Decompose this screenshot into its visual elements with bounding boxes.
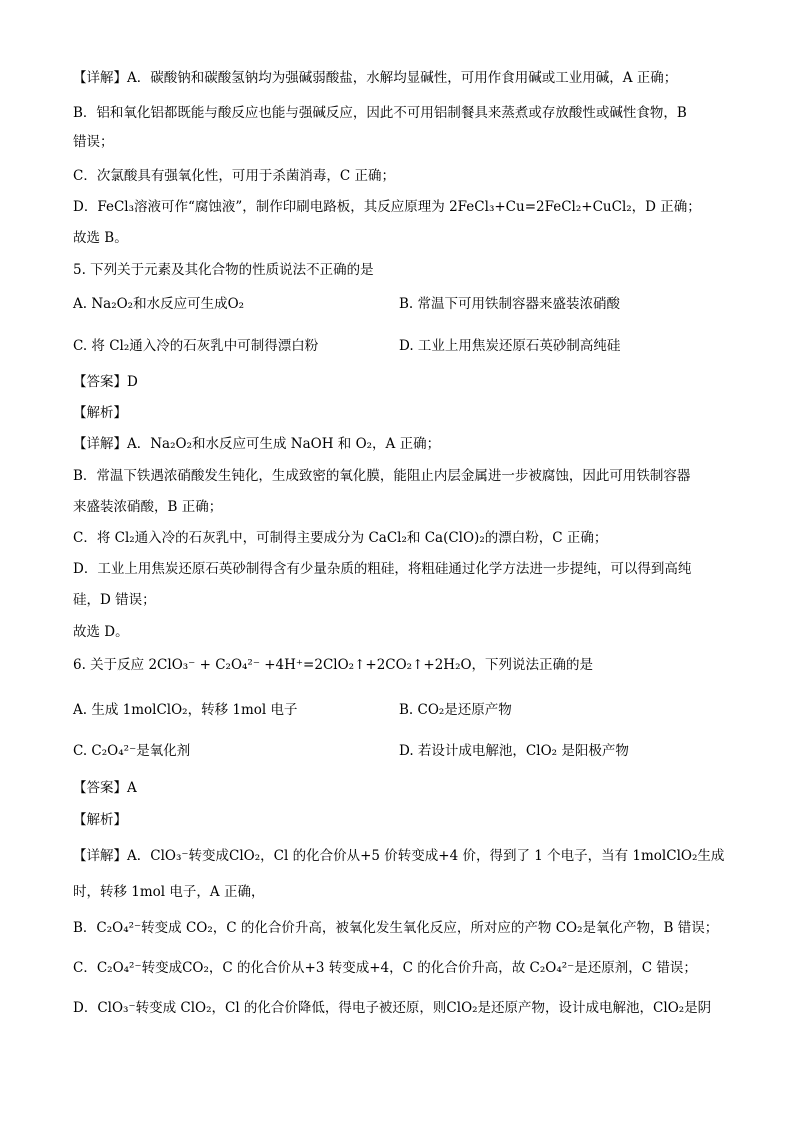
- question-5-option-c: C. 将 Cl₂通入冷的石灰乳中可制得漂白粉: [73, 338, 319, 354]
- detail-line-5b-cont: 来盛装浓硝酸，B 正确；: [73, 499, 223, 515]
- answer-5: 【答案】D: [73, 374, 138, 390]
- question-6-option-a: A. 生成 1molClO₂，转移 1mol 电子: [73, 702, 298, 718]
- detail-line-4a: 【详解】A．碳酸钠和碳酸氢钠均为强碱弱酸盐，水解均显碱性，可用作食用碱或工业用碱，A 正确；: [73, 70, 678, 86]
- detail-line-4c: C．次氯酸具有强氧化性，可用于杀菌消毒，C 正确；: [73, 168, 395, 184]
- detail-line-6d: D．ClO₃⁻转变成 ClO₂，Cl 的化合价降低，得电子被还原，则ClO₂是还原产物，设计成电解池，ClO₂是阴: [73, 1000, 712, 1016]
- detail-line-4b: B．铝和氧化铝都既能与酸反应也能与强碱反应，因此不可用铝制餐具来蒸煮或存放酸性或碱性食物，B: [73, 105, 687, 121]
- detail-line-6a: 【详解】A．ClO₃⁻转变成ClO₂，Cl 的化合价从+5 价转变成+4 价，得到了 1 个电子，当有 1molClO₂生成: [73, 848, 725, 864]
- detail-line-5c: C．将 Cl₂通入冷的石灰乳中，可制得主要成分为 CaCl₂和 Ca(ClO)₂的漂白粉，C 正确；: [73, 530, 608, 546]
- detail-line-6b: B．C₂O₄²⁻转变成 CO₂，C 的化合价升高，被氧化发生氧化反应，所对应的产物 CO₂是氧化产物，B 错误；: [73, 920, 719, 936]
- detail-line-5b: B．常温下铁遇浓硝酸发生钝化，生成致密的氧化膜，能阻止内层金属进一步被腐蚀，因此可用铁制容器: [73, 468, 691, 484]
- question-6-stem: 6. 关于反应 2ClO₃⁻ + C₂O₄²⁻ +4H⁺=2ClO₂↑+2CO₂↑+2H₂O，下列说法正确的是: [73, 657, 594, 673]
- question-6-option-b: B. CO₂是还原产物: [399, 702, 512, 718]
- answer-6: 【答案】A: [73, 780, 137, 796]
- conclusion-4: 故选 B。: [73, 230, 128, 246]
- question-5-option-b: B. 常温下可用铁制容器来盛装浓硝酸: [399, 296, 621, 312]
- question-5-option-d: D. 工业上用焦炭还原石英砂制高纯硅: [399, 338, 621, 354]
- analysis-6-heading: 【解析】: [73, 812, 127, 828]
- question-6-option-c: C. C₂O₄²⁻是氧化剂: [73, 743, 191, 759]
- detail-line-6a-cont: 时，转移 1mol 电子，A 正确，: [73, 884, 265, 900]
- detail-line-5d: D．工业上用焦炭还原石英砂制得含有少量杂质的粗硅，将粗硅通过化学方法进一步提纯，可以得到高纯: [73, 561, 692, 577]
- question-5-option-a: A. Na₂O₂和水反应可生成O₂: [73, 296, 245, 312]
- detail-line-4d: D．FeCl₃溶液可作“腐蚀液”，制作印刷电路板，其反应原理为 2FeCl₃+Cu=2FeCl₂+CuCl₂，D 正确；: [73, 199, 701, 215]
- question-5-stem: 5. 下列关于元素及其化合物的性质说法不正确的是: [73, 262, 374, 278]
- detail-line-5a: 【详解】A．Na₂O₂和水反应可生成 NaOH 和 O₂，A 正确；: [73, 436, 441, 452]
- conclusion-5: 故选 D。: [73, 624, 129, 640]
- detail-line-5d-cont: 硅，D 错误；: [73, 592, 156, 608]
- question-6-option-d: D. 若设计成电解池，ClO₂ 是阳极产物: [399, 743, 629, 759]
- detail-line-6c: C．C₂O₄²⁻转变成CO₂，C 的化合价从+3 转变成+4，C 的化合价升高，故 C₂O₄²⁻是还原剂，C 错误；: [73, 960, 697, 976]
- detail-line-4b-cont: 错误；: [73, 134, 114, 150]
- analysis-5-heading: 【解析】: [73, 405, 127, 421]
